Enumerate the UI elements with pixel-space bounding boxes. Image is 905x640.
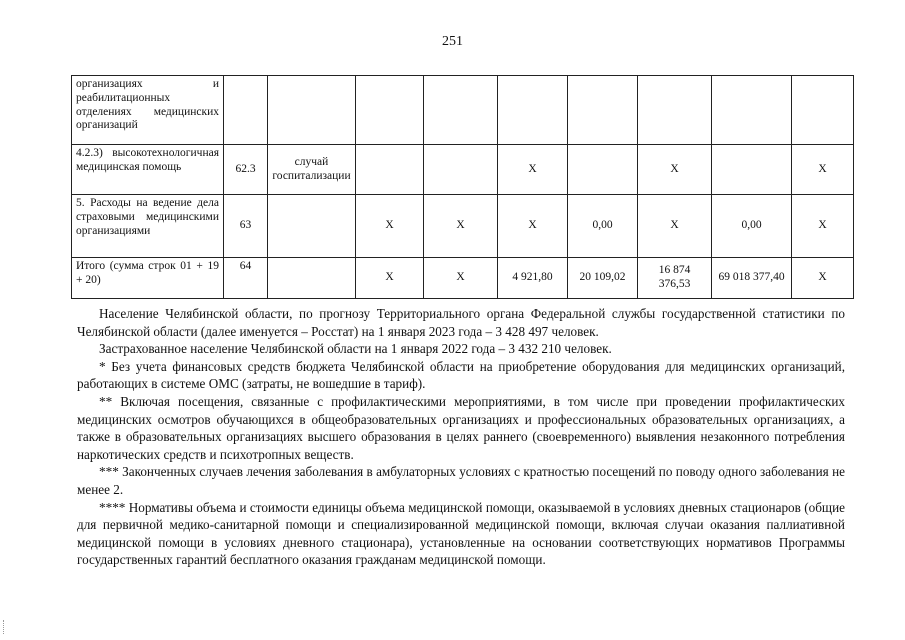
table-row xyxy=(72,145,854,195)
table-cell xyxy=(356,145,424,195)
footnote-4: **** Нормативы объема и стоимости единицы объема медицинской помощи, оказываемой в условиях дневных стационаров (общие для первичной медико-санитарной помощи и специализированной медицинской помощи, включая случаи оказания паллиативной медицинской помощи в условиях дневного стационара), установленные на основании соответствующих нормативов Программы государственных гарантий бесплатного оказания гражданам медицинской помощи. xyxy=(77,499,845,568)
page-number: 251 xyxy=(442,34,463,49)
table-cell: X xyxy=(498,195,568,258)
table-cell xyxy=(224,76,268,145)
table-row xyxy=(72,258,854,299)
table-cell: X xyxy=(424,258,498,299)
table-cell xyxy=(712,145,792,195)
table-cell: X xyxy=(356,195,424,258)
table-cell xyxy=(424,76,498,145)
table-cell xyxy=(568,76,638,145)
table-cell xyxy=(792,76,854,145)
scan-artifact xyxy=(3,620,6,634)
footnote-2: ** Включая посещения, связанные с профилактическими мероприятиями, в том числе при проведении профилактических медицинских осмотров обучающихся в общеобразовательных организациях и профессиональных образовательных организациях, а также в образовательных организациях высшего образования в целях раннего (своевременного) выявления незаконного потребления наркотических средств и психотропных веществ. xyxy=(77,393,845,462)
medical-care-table xyxy=(71,75,854,299)
table-cell: 4 921,80 xyxy=(498,258,568,299)
table-cell xyxy=(356,76,424,145)
table-cell: 16 874 376,53 xyxy=(638,258,712,299)
row-number: 63 xyxy=(224,195,268,258)
unit-cell: случай госпитализации xyxy=(268,145,356,195)
row-number: 64 xyxy=(224,258,268,299)
table-cell: X xyxy=(638,195,712,258)
row-name: Итого (сумма строк 01 + 19 + 20) xyxy=(72,258,224,299)
table-cell: X xyxy=(638,145,712,195)
table-cell xyxy=(498,76,568,145)
table-row xyxy=(72,76,854,145)
table-cell: 0,00 xyxy=(568,195,638,258)
table-cell xyxy=(424,145,498,195)
table-row xyxy=(72,195,854,258)
table-cell xyxy=(568,145,638,195)
unit-cell xyxy=(268,195,356,258)
table-cell: X xyxy=(498,145,568,195)
table-cell: 69 018 377,40 xyxy=(712,258,792,299)
row-number: 62.3 xyxy=(224,145,268,195)
table-cell: X xyxy=(792,145,854,195)
table-cell xyxy=(712,76,792,145)
unit-cell xyxy=(268,258,356,299)
footnote-3: *** Законченных случаев лечения заболевания в амбулаторных условиях с кратностью посещений по поводу одного заболевания не менее 2. xyxy=(77,464,845,497)
table-cell: X xyxy=(356,258,424,299)
table-cell: X xyxy=(424,195,498,258)
population-note: Население Челябинской области, по прогнозу Территориального органа Федеральной службы государственной статистики по Челябинской области (далее именуется – Росстат) на 1 января 2023 года – 3 428 497 человек. xyxy=(77,306,845,339)
table-cell: 0,00 xyxy=(712,195,792,258)
table-cell: X xyxy=(792,258,854,299)
row-name: 4.2.3) высокотехнологичная медицинская помощь xyxy=(72,145,224,195)
table-cell xyxy=(268,76,356,145)
table-cell: X xyxy=(792,195,854,258)
row-name: организациях и реабилитационных отделениях медицинских организаций xyxy=(72,76,224,145)
table-cell xyxy=(638,76,712,145)
table-cell: 20 109,02 xyxy=(568,258,638,299)
footnotes xyxy=(77,305,845,569)
footnote-1: * Без учета финансовых средств бюджета Челябинской области на приобретение оборудования для медицинских организаций, работающих в системе ОМС (затраты, не вошедшие в тариф). xyxy=(77,358,845,392)
insured-population-note: Застрахованное население Челябинской области на 1 января 2022 года – 3 432 210 человек. xyxy=(99,341,612,357)
row-name: 5. Расходы на ведение дела страховыми медицинскими организациями xyxy=(72,195,224,258)
